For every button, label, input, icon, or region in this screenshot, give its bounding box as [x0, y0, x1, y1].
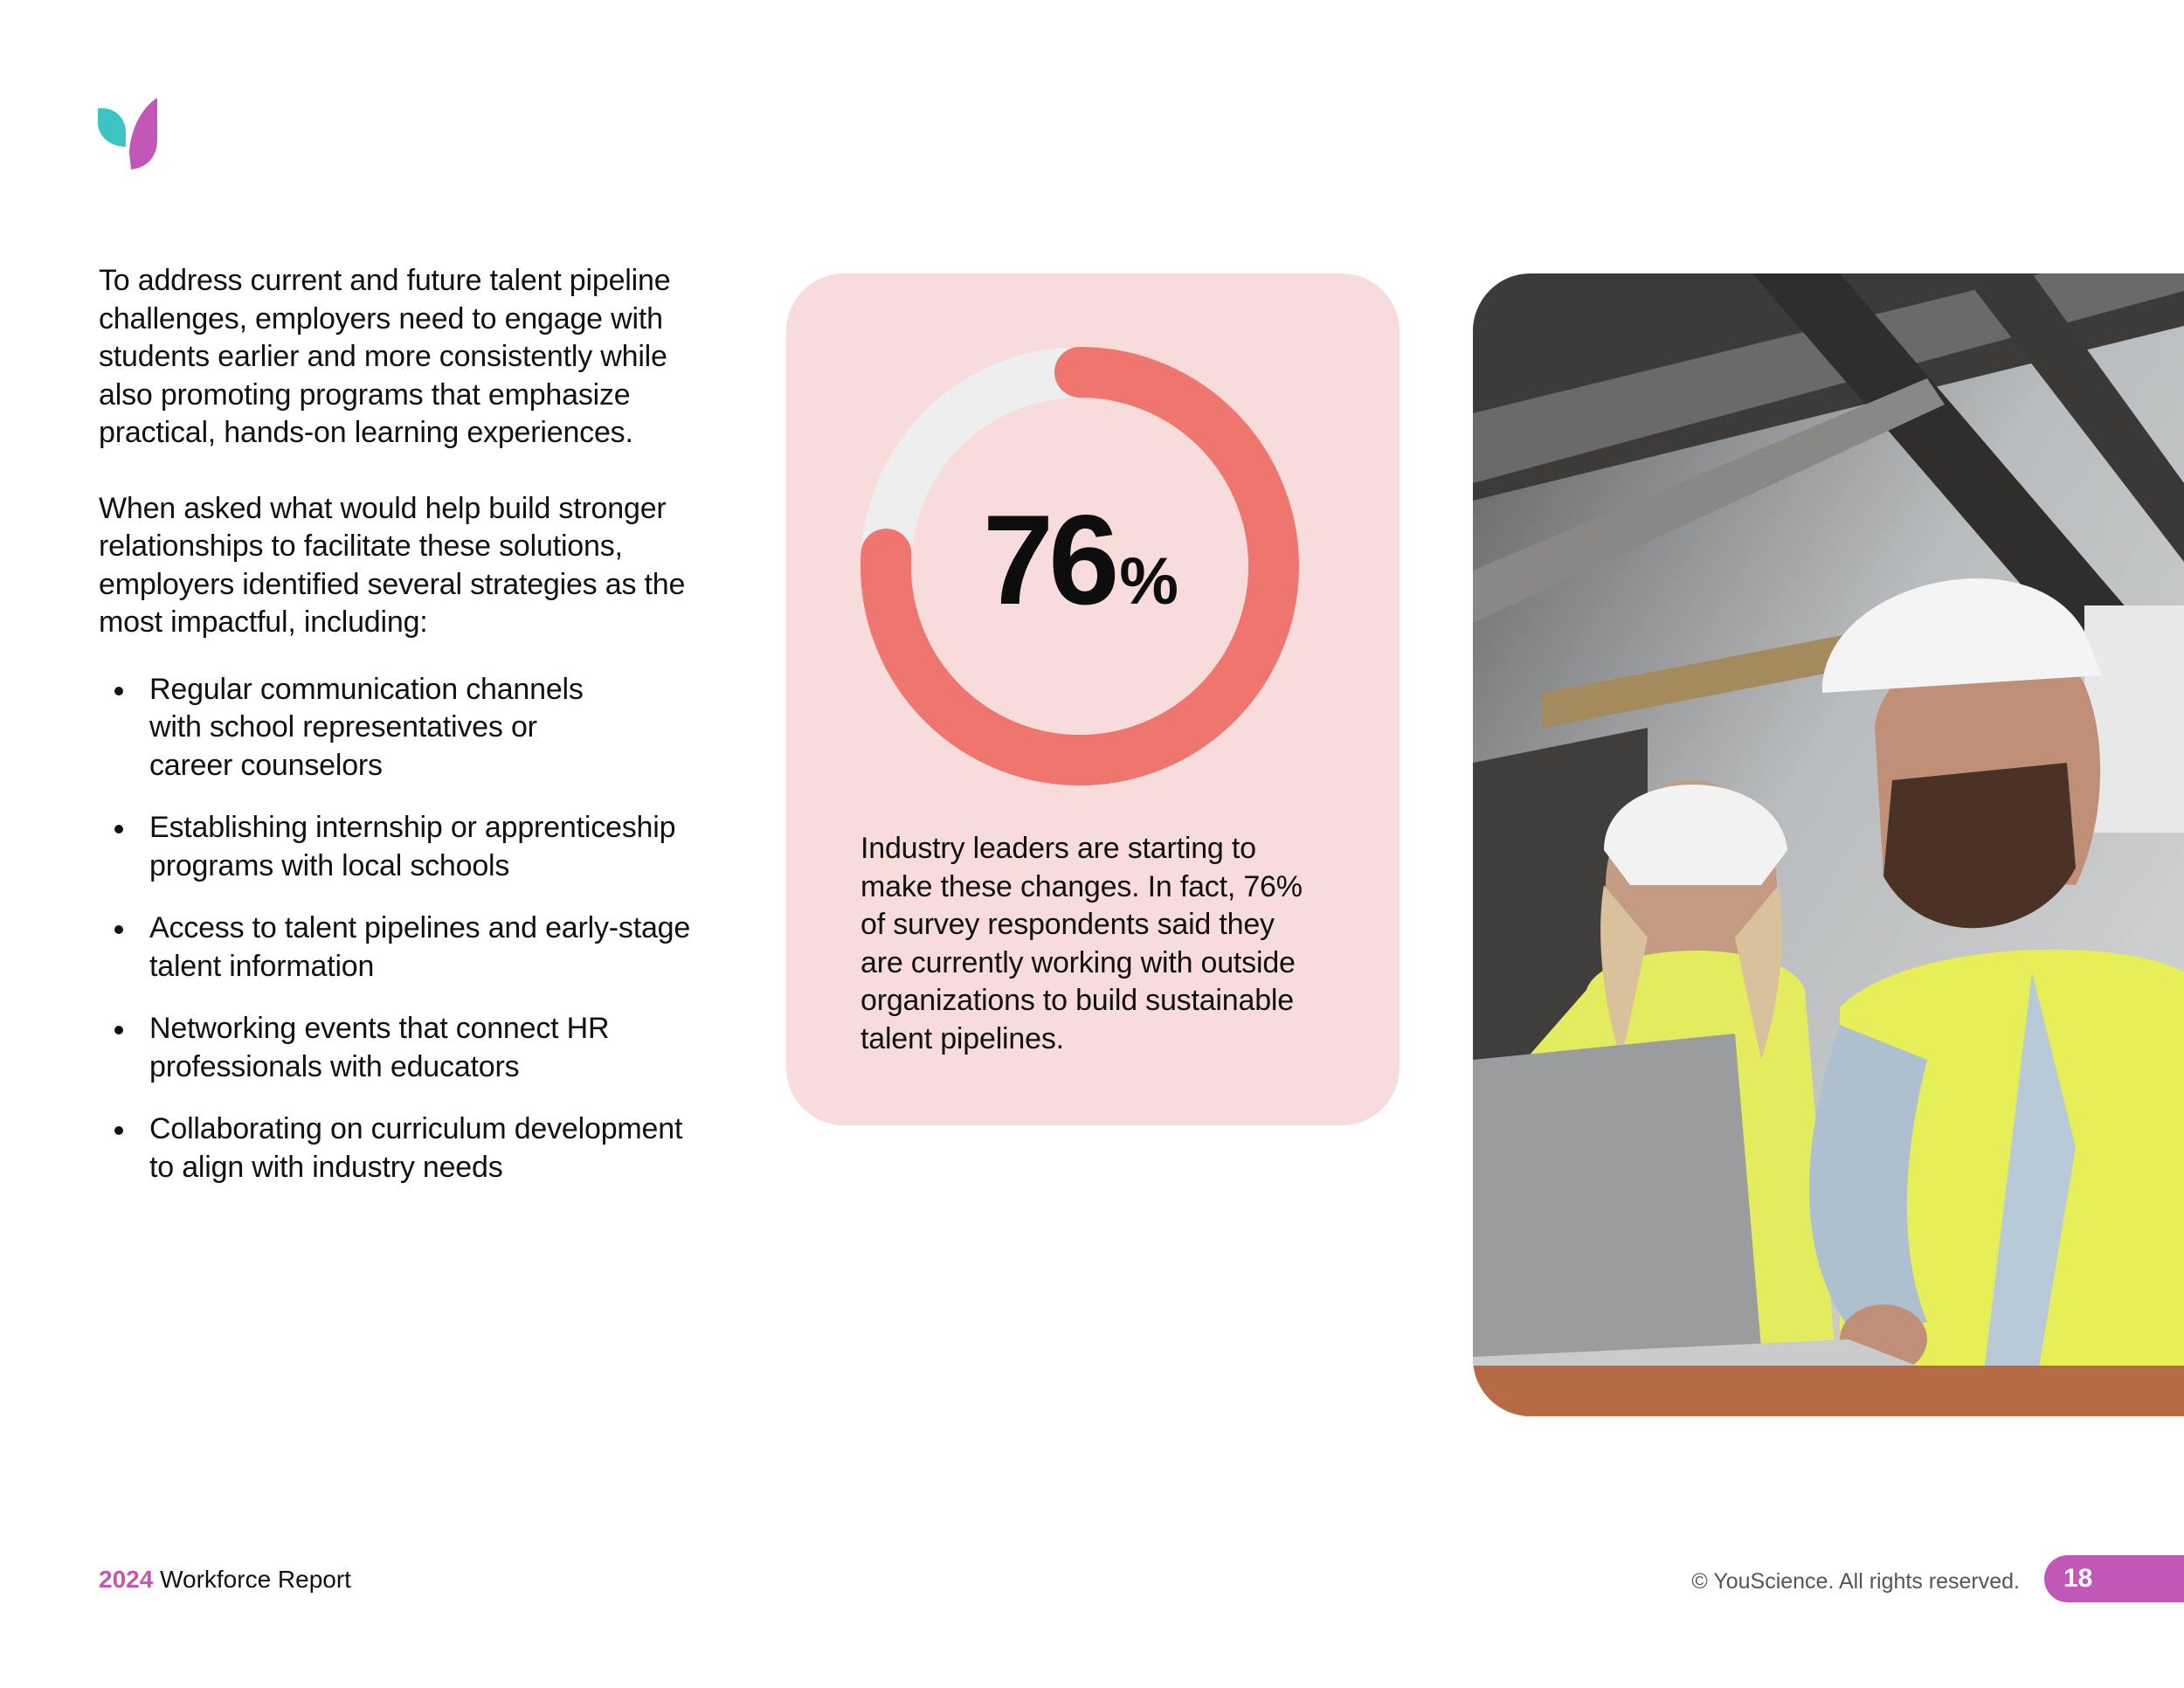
photo-illustration [1473, 273, 2184, 1416]
stat-value [983, 488, 1262, 631]
bullet-icon [114, 687, 123, 695]
strategy-list [99, 671, 728, 1187]
footer-copyright: © YouScience. All rights reserved. [1691, 1569, 2020, 1594]
bullet-icon [114, 825, 123, 834]
stat-unit: % [1119, 544, 1178, 619]
stat-description: Industry leaders are starting to make these changes. In fact, 76% of survey respondents said they are currently working with outside organizations to build sustainable talent pipelines. [860, 832, 1303, 1055]
youscience-logo-icon [96, 96, 159, 169]
stat-card [786, 273, 1400, 1125]
list-item [99, 671, 728, 785]
list-item [99, 1010, 728, 1086]
list-item-text: Access to talent pipelines and early-stage talent information [149, 911, 691, 983]
list-item-text: Establishing internship or apprenticeship programs with local schools [149, 811, 676, 882]
footer-year: 2024 [99, 1566, 154, 1593]
intro-paragraph-1: To address current and future talent pipeline challenges, employers need to engage with students earlier and more consistently while also promoting programs that emphasize practical, hands-on learning experiences. [99, 264, 671, 449]
list-item [99, 809, 728, 885]
bullet-icon [114, 1126, 123, 1135]
stat-number: 76 [983, 488, 1115, 631]
bullet-icon [114, 1026, 123, 1034]
intro-section [99, 262, 728, 1211]
footer-report-name: Workforce Report [160, 1566, 351, 1593]
bullet-icon [114, 925, 123, 934]
list-item [99, 910, 728, 986]
engineers-photo [1473, 273, 2184, 1416]
page-number: 18 [2063, 1564, 2093, 1593]
list-item [99, 1110, 728, 1186]
list-item-text: Networking events that connect HR professionals with educators [149, 1012, 610, 1083]
intro-paragraph-2: When asked what would help build stronger relationships to facilitate these solutions, employers identified several strategies as the most impactful, including: [99, 491, 686, 639]
list-item-text: Collaborating on curriculum development to align with industry needs [149, 1112, 683, 1184]
page-number-tab [2044, 1555, 2184, 1602]
footer-report-title [99, 1564, 351, 1595]
list-item-text: Regular communication channels with school representatives or career counselors [149, 672, 584, 782]
